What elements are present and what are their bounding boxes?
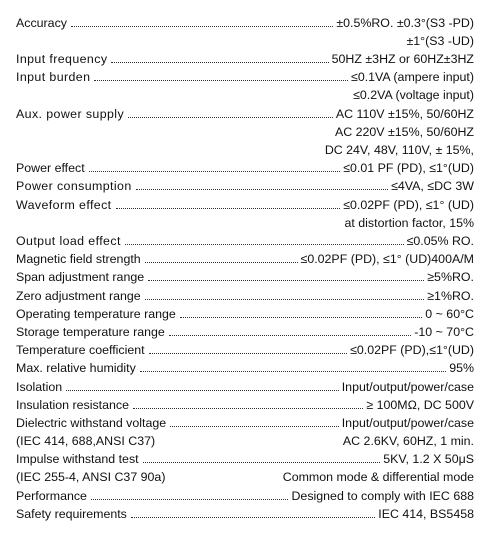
leader-dots <box>89 171 340 172</box>
spec-value: ≤0.02PF (PD), ≤1° (UD) <box>343 198 474 212</box>
spec-row-isolation <box>16 378 474 396</box>
spec-value: Common mode & differential mode <box>282 470 474 484</box>
spec-label: Span adjustment range <box>16 270 145 284</box>
leader-dots <box>94 80 348 81</box>
spec-label: Storage temperature range <box>16 325 165 339</box>
spec-label: Input frequency <box>16 52 108 66</box>
spec-label: Power effect <box>16 161 85 175</box>
spec-row-dielectric-standard <box>16 432 474 450</box>
leader-dots <box>116 208 340 209</box>
spec-label: Power consumption <box>16 179 132 193</box>
spec-row-accuracy-cont <box>16 32 474 50</box>
spec-row-output-load <box>16 232 474 250</box>
spec-row-temperature-coefficient <box>16 341 474 359</box>
spec-value: ±0.5%RO. ±0.3°(S3 -PD) <box>336 16 474 30</box>
spec-row-insulation-resistance <box>16 396 474 414</box>
spec-value: -10 ~ 70°C <box>414 325 474 339</box>
spec-row-safety <box>16 505 474 523</box>
spec-row-impulse-withstand <box>16 450 474 468</box>
spec-value: IEC 414, BS5458 <box>378 507 474 521</box>
spec-row-power-effect <box>16 159 474 177</box>
spec-row-span-adjustment <box>16 268 474 286</box>
spec-row-input-burden-cont <box>16 86 474 104</box>
spec-label: Temperature coefficient <box>16 343 145 357</box>
spec-label: Input burden <box>16 70 91 84</box>
spec-value: Input/output/power/case <box>341 380 474 394</box>
spec-row-zero-adjustment <box>16 287 474 305</box>
spec-value: at distortion factor, 15% <box>344 216 474 230</box>
leader-dots <box>71 26 333 27</box>
spec-row-input-frequency <box>16 50 474 68</box>
spec-row-accuracy <box>16 14 474 32</box>
spec-value: ≤0.02PF (PD),≤1°(UD) <box>350 343 474 357</box>
spec-label: (IEC 414, 688,ANSI C37) <box>16 434 156 448</box>
spec-label: Isolation <box>16 380 63 394</box>
spec-value: ≤0.05% RO. <box>406 234 474 248</box>
spec-value: ≤4VA, ≤DC 3W <box>391 179 474 193</box>
spec-row-storage-temperature <box>16 323 474 341</box>
spec-row-dielectric-withstand <box>16 414 474 432</box>
leader-dots <box>145 262 298 263</box>
leader-dots <box>145 299 424 300</box>
leader-dots <box>170 426 339 427</box>
spec-row-waveform-effect <box>16 196 474 214</box>
spec-label: Insulation resistance <box>16 398 129 412</box>
spec-row-aux-power-cont <box>16 141 474 159</box>
leader-dots <box>111 62 329 63</box>
spec-row-magnetic-field <box>16 250 474 268</box>
spec-label: Waveform effect <box>16 198 112 212</box>
spec-value: AC 2.6KV, 60HZ, 1 min. <box>342 434 474 448</box>
spec-row-power-consumption <box>16 177 474 195</box>
spec-row-impulse-standard <box>16 468 474 486</box>
spec-row-input-burden <box>16 68 474 86</box>
spec-label: Accuracy <box>16 16 67 30</box>
spec-value: DC 24V, 48V, 110V, ± 15%, <box>324 143 474 157</box>
leader-dots <box>140 371 446 372</box>
spec-row-operating-temperature <box>16 305 474 323</box>
spec-value: 0 ~ 60°C <box>425 307 474 321</box>
spec-label: Aux. power supply <box>16 107 125 121</box>
spec-label: Impulse withstand test <box>16 452 139 466</box>
spec-value: 95% <box>449 361 474 375</box>
spec-row-humidity <box>16 359 474 377</box>
spec-row-performance <box>16 487 474 505</box>
leader-dots <box>133 408 363 409</box>
leader-dots <box>180 317 422 318</box>
leader-dots <box>169 335 411 336</box>
spec-value: ≤0.02PF (PD), ≤1° (UD)400A/M <box>300 252 474 266</box>
spec-value: 50HZ ±3HZ or 60HZ±3HZ <box>331 52 474 66</box>
spec-value: ≤0.01 PF (PD), ≤1°(UD) <box>343 161 474 175</box>
spec-label: Dielectric withstand voltage <box>16 416 167 430</box>
leader-dots <box>91 499 288 500</box>
spec-value: ≥5%RO. <box>427 270 474 284</box>
leader-dots <box>125 244 404 245</box>
spec-value: ≥ 100MΩ, DC 500V <box>366 398 474 412</box>
leader-dots <box>66 390 339 391</box>
spec-row-aux-power-cont <box>16 123 474 141</box>
spec-label: Operating temperature range <box>16 307 176 321</box>
spec-label: Max. relative humidity <box>16 361 136 375</box>
spec-value: AC 110V ±15%, 50/60HZ <box>335 107 474 121</box>
leader-dots <box>128 117 333 118</box>
spec-label: Safety requirements <box>16 507 127 521</box>
spec-label: (IEC 255-4, ANSI C37 90a) <box>16 470 166 484</box>
spec-label: Zero adjustment range <box>16 289 141 303</box>
spec-value: AC 220V ±15%, 50/60HZ <box>334 125 474 139</box>
spec-value: ≥1%RO. <box>427 289 474 303</box>
leader-dots <box>136 189 388 190</box>
leader-dots <box>149 353 347 354</box>
spec-value: 5KV, 1.2 X 50μS <box>383 452 474 466</box>
leader-dots <box>131 517 375 518</box>
spec-value: ±1°(S3 -UD) <box>406 34 474 48</box>
spec-label: Performance <box>16 489 87 503</box>
spec-value: Designed to comply with IEC 688 <box>291 489 474 503</box>
spec-row-aux-power <box>16 105 474 123</box>
spec-value: Input/output/power/case <box>341 416 474 430</box>
spec-value: ≤0.2VA (voltage input) <box>353 88 474 102</box>
spec-row-waveform-effect-cont <box>16 214 474 232</box>
spec-label: Output load effect <box>16 234 121 248</box>
spec-label: Magnetic field strength <box>16 252 141 266</box>
leader-dots <box>143 462 380 463</box>
spec-value: ≤0.1VA (ampere input) <box>351 70 474 84</box>
leader-dots <box>148 280 424 281</box>
